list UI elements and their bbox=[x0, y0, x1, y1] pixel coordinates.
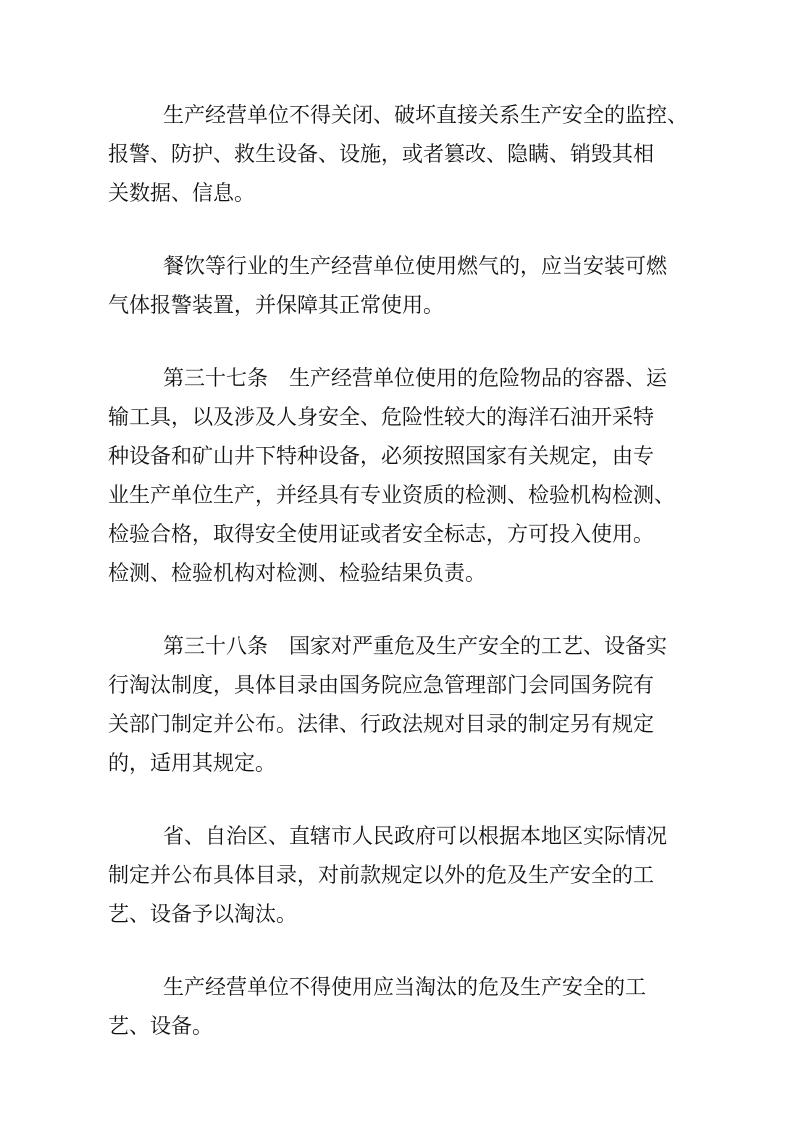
text-line: 检测、检验机构对检测、检验结果负责。 bbox=[108, 561, 486, 585]
text-line: 生产经营单位不得使用应当淘汰的危及生产安全的工 bbox=[163, 975, 646, 999]
text-line: 第三十七条 生产经营单位使用的危险物品的容器、运 bbox=[163, 366, 667, 390]
text-line: 气体报警装置，并保障其正常使用。 bbox=[108, 293, 444, 317]
text-line: 检验合格，取得安全使用证或者安全标志，方可投入使用。 bbox=[108, 522, 654, 546]
text-line: 业生产单位生产，并经具有专业资质的检测、检验机构检测、 bbox=[108, 483, 675, 507]
text-line: 艺、设备。 bbox=[108, 1014, 213, 1038]
text-line: 的，适用其规定。 bbox=[108, 751, 276, 775]
text-line: 第三十八条 国家对严重危及生产安全的工艺、设备实 bbox=[163, 634, 667, 658]
paragraph-article-37 bbox=[108, 359, 688, 593]
text-line: 制定并公布具体目录，对前款规定以外的危及生产安全的工 bbox=[108, 863, 654, 887]
paragraph-article-38 bbox=[108, 627, 688, 783]
text-line: 关数据、信息。 bbox=[108, 181, 255, 205]
text-line: 餐饮等行业的生产经营单位使用燃气的，应当安装可燃 bbox=[163, 254, 667, 278]
text-line: 输工具，以及涉及人身安全、危险性较大的海洋石油开采特 bbox=[108, 405, 654, 429]
text-line: 种设备和矿山井下特种设备，必须按照国家有关规定，由专 bbox=[108, 444, 654, 468]
paragraph-monitoring-equipment bbox=[108, 96, 688, 213]
text-line: 生产经营单位不得关闭、破坏直接关系生产安全的监控、 bbox=[163, 103, 688, 127]
paragraph-prohibited-use bbox=[108, 968, 688, 1046]
text-line: 关部门制定并公布。法律、行政法规对目录的制定另有规定 bbox=[108, 712, 654, 736]
text-line: 艺、设备予以淘汰。 bbox=[108, 902, 297, 926]
text-line: 省、自治区、直辖市人民政府可以根据本地区实际情况 bbox=[163, 824, 667, 848]
text-line: 行淘汰制度，具体目录由国务院应急管理部门会同国务院有 bbox=[108, 673, 654, 697]
text-line: 报警、防护、救生设备、设施，或者篡改、隐瞒、销毁其相 bbox=[108, 142, 654, 166]
paragraph-provincial-catalog bbox=[108, 817, 688, 934]
paragraph-gas-alarm bbox=[108, 247, 688, 325]
body-text bbox=[108, 96, 688, 1080]
